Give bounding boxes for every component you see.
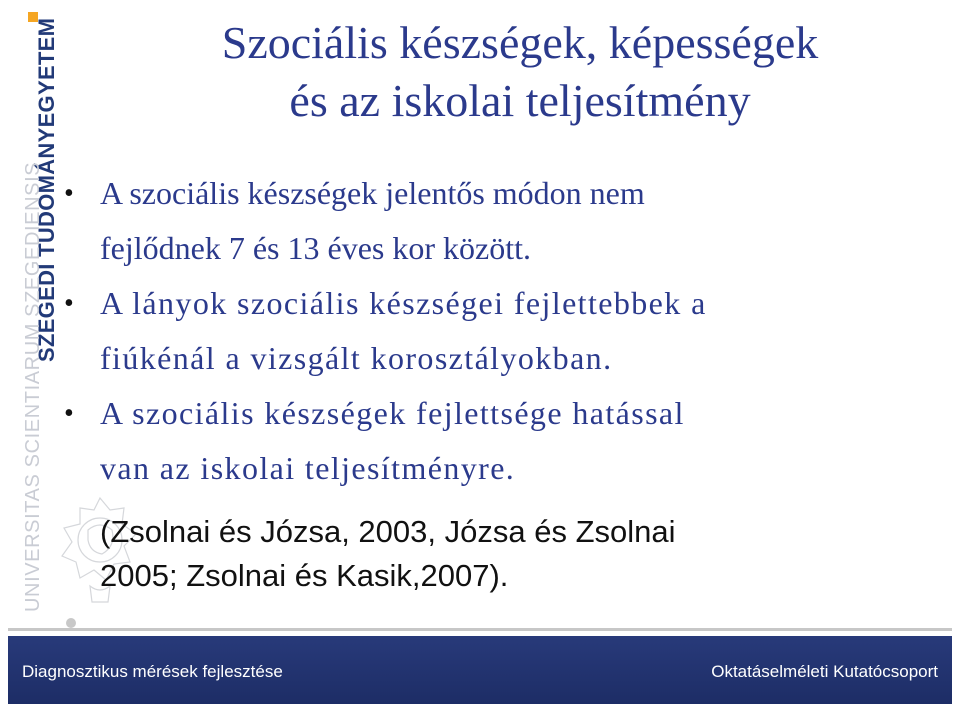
citation-line-2: 2005; Zsolnai és Kasik,2007). bbox=[100, 558, 509, 593]
bullet-line: fejlődnek 7 és 13 éves kor között. bbox=[100, 230, 531, 266]
footer-right-text: Oktatáselméleti Kutatócsoport bbox=[711, 662, 938, 681]
bullet-line: A szociális készségek jelentős módon nem bbox=[100, 175, 645, 211]
slide-title bbox=[100, 14, 940, 130]
bullet-item bbox=[58, 386, 898, 496]
bullet-line: A lányok szociális készségei fejlettebbek a bbox=[100, 285, 707, 321]
bullet-list bbox=[58, 166, 898, 496]
bullet-item bbox=[58, 276, 898, 386]
footer-divider bbox=[8, 628, 952, 631]
citation bbox=[100, 510, 860, 598]
empty-bullet-dot bbox=[66, 618, 76, 628]
footer-bar bbox=[8, 636, 952, 704]
title-line-1: Szociális készségek, képességek bbox=[221, 17, 819, 68]
bullet-line: fiúkénál a vizsgált korosztályokban. bbox=[100, 340, 613, 376]
bullet-line: van az iskolai teljesítményre. bbox=[100, 450, 516, 486]
university-motto-vertical: UNIVERSITAS SCIENTIARUM SZEGEDIENSIS bbox=[22, 161, 44, 612]
bullet-dot: • bbox=[64, 178, 74, 209]
footer-left-text: Diagnosztikus mérések fejlesztése bbox=[22, 662, 283, 681]
bullet-dot: • bbox=[64, 288, 76, 319]
bullet-line: A szociális készségek fejlettsége hatással bbox=[100, 395, 685, 431]
citation-line-1: (Zsolnai és Józsa, 2003, Józsa és Zsolnai bbox=[100, 514, 676, 549]
bullet-item bbox=[58, 166, 898, 276]
title-line-2: és az iskolai teljesítmény bbox=[289, 75, 751, 126]
university-name-vertical: SZEGEDI TUDOMÁNYEGYETEM bbox=[34, 17, 59, 362]
bullet-dot: • bbox=[64, 398, 76, 429]
